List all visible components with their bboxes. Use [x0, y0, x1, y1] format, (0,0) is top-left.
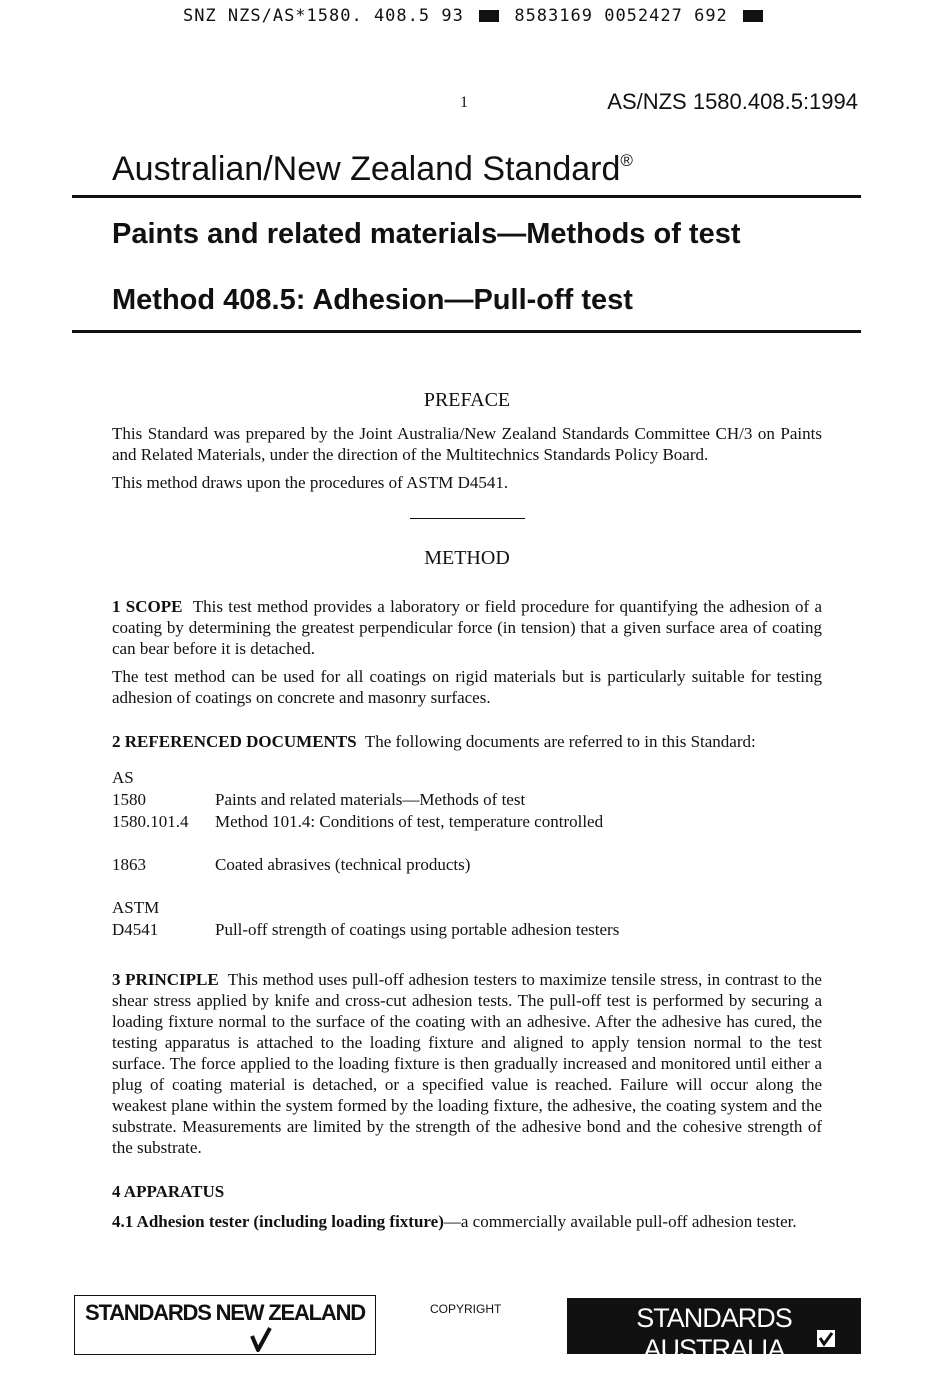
nz-check-mark-icon	[250, 1326, 272, 1352]
reference-title: Method 101.4: Conditions of test, temperature controlled	[215, 812, 604, 831]
apparatus-item-text: —a commercially available pull-off adhesion tester.	[443, 1212, 797, 1231]
apparatus-label: 4 APPARATUS	[112, 1182, 225, 1201]
reference-code: D4541	[112, 920, 159, 939]
standards-new-zealand-logo	[74, 1295, 376, 1355]
standard-number: AS/NZS 1580.408.5:1994	[607, 89, 858, 114]
registered-mark: ®	[620, 151, 633, 170]
reference-code: 1580	[112, 790, 146, 809]
reference-row	[112, 811, 812, 832]
au-logo-text: STANDARDS AUSTRALIA	[636, 1303, 792, 1364]
apparatus-item-label: 4.1 Adhesion tester (including loading fixture)	[112, 1212, 444, 1231]
apparatus-heading	[112, 1181, 822, 1202]
barcode-block	[479, 10, 499, 22]
reference-row	[112, 919, 812, 940]
preface-paragraph-1: This Standard was prepared by the Joint Australia/New Zealand Standards Committee CH/3 on Paints and Related Materials, under the direction of the Multitechnics Standards Policy Board.	[112, 424, 822, 464]
scope-label: 1 SCOPE	[112, 597, 183, 616]
scope-paragraph	[112, 596, 822, 659]
preface-paragraph-2: This method draws upon the procedures of ASTM D4541.	[112, 473, 509, 492]
reference-code: 1580.101.4	[112, 812, 189, 831]
standard-title-text: Australian/New Zealand Standard	[112, 150, 621, 188]
document-code-part-1: SNZ NZS/AS*1580. 408.5 93	[182, 6, 464, 26]
preface-heading: PREFACE	[423, 389, 511, 411]
reference-row	[112, 854, 812, 875]
references-group-astm: ASTM	[112, 898, 160, 917]
main-title: Paints and related materials—Methods of test	[112, 218, 741, 250]
section-divider	[410, 518, 525, 519]
document-code-line	[0, 6, 950, 26]
scope-text: This test method provides a laboratory or field procedure for quantifying the adhesion of a coating by determining the greatest perpendicular force (in tension) that a given surface area of coating can bear before it is detached.	[112, 597, 822, 658]
standard-title	[112, 150, 633, 189]
reference-code: 1863	[112, 855, 146, 874]
reference-row	[112, 789, 812, 810]
standards-australia-logo	[567, 1298, 861, 1364]
nz-logo-text: STANDARDS NEW ZEALAND	[85, 1300, 365, 1325]
au-check-box-icon	[817, 1330, 835, 1347]
reference-title: Coated abrasives (technical products)	[215, 855, 471, 874]
document-code-part-2: 8583169 0052427 692	[514, 6, 728, 26]
scope-paragraph-2: The test method can be used for all coatings on rigid materials but is particularly suitable for testing adhesion of coatings on concrete and masonry surfaces.	[112, 667, 822, 707]
reference-title: Pull-off strength of coatings using portable adhesion testers	[215, 920, 620, 939]
page-number: 1	[460, 94, 468, 111]
principle-text: This method uses pull-off adhesion testers to maximize tensile stress, in contrast to the shear stress applied by knife and cross-cut adhesion tests. The pull-off test is performed by securing a loading fixture normal to the surface of the coating with an adhesive. After the adhesive has cured, the testing apparatus is attached to the loading fixture and aligned to apply tension normal to the test surface. The force applied to the loading fixture is then gradually increased and monitored until either a plug of coating material is detached, or a specified value is reached. Failure will occur along the weakest plane within the system formed by the loading fixture, the adhesive, the coating system and the substrate. Measurements are limited by the strength of the adhesive bond and the cohesive strength of the substrate.	[112, 970, 822, 1157]
title-rule-top	[72, 195, 861, 198]
references-group-as: AS	[112, 768, 134, 787]
references-intro-text: The following documents are referred to in this Standard:	[364, 732, 756, 751]
references-label: 2 REFERENCED DOCUMENTS	[112, 732, 357, 751]
principle-label: 3 PRINCIPLE	[112, 970, 219, 989]
copyright-notice: COPYRIGHT	[430, 1302, 502, 1316]
reference-title: Paints and related materials—Methods of test	[215, 790, 526, 809]
barcode-block	[743, 10, 763, 22]
principle-paragraph	[112, 969, 822, 1158]
references-intro	[112, 731, 822, 752]
method-heading: METHOD	[424, 547, 510, 569]
apparatus-item-4-1	[112, 1211, 822, 1232]
method-title: Method 408.5: Adhesion—Pull-off test	[112, 284, 633, 316]
title-rule-bottom	[72, 330, 861, 333]
